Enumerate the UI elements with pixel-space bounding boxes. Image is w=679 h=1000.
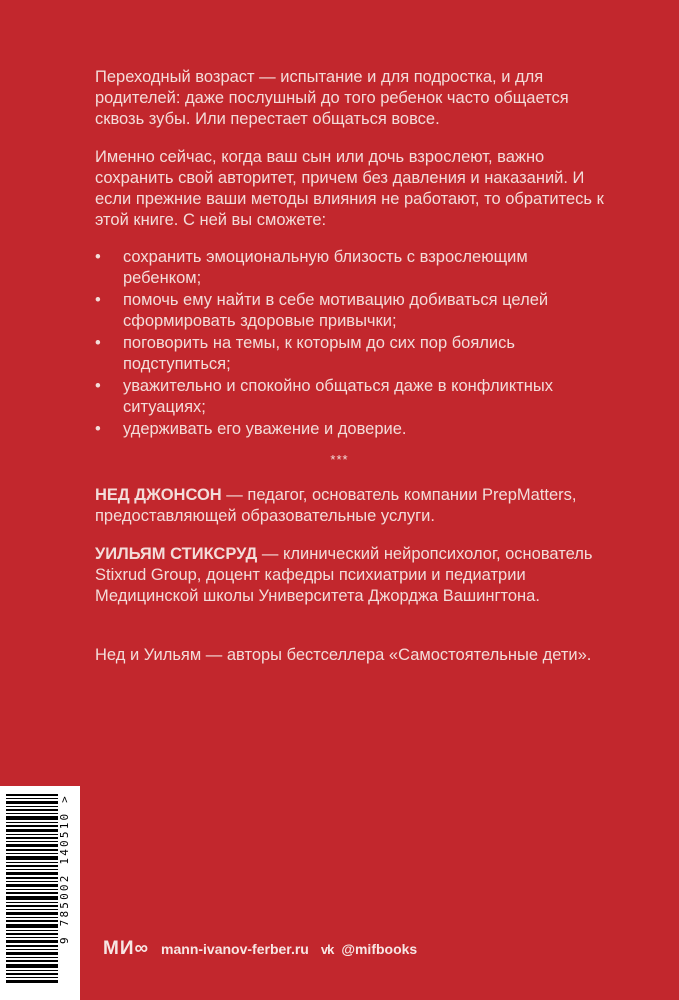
author-description: — педагог, основатель компании PrepMatters, предоставляющей образовательные услуги. (95, 486, 577, 525)
isbn-barcode (0, 786, 80, 1000)
list-item: • помочь ему найти в себе мотивацию добиваться целей сформировать здоровые привычки; (95, 291, 549, 330)
author-name: НЕД ДЖОНСОН (95, 486, 222, 504)
vk-icon[interactable]: vk (320, 941, 334, 957)
list-item: • поговорить на темы, к которым до сих пор боялись подступиться; (95, 334, 515, 373)
isbn-digits: 9 785002 140510 > (58, 794, 71, 944)
list-item: • удерживать его уважение и доверие. (95, 420, 407, 438)
bullet-icon: • (95, 248, 101, 266)
intro-paragraph-2: Именно сейчас, когда ваш сын или дочь взрослеют, важно сохранить свой авторитет, причем без давления и наказаний. И если прежние ваши методы влияния не работают, то обратитесь к этой книге. С ней вы сможете: (95, 148, 604, 229)
benefits-list (95, 247, 595, 441)
bullet-icon: • (95, 377, 101, 395)
bullet-icon: • (95, 420, 101, 438)
section-separator: *** (330, 452, 349, 467)
social-handle-link[interactable]: @mifbooks (341, 941, 418, 957)
publisher-website-link[interactable]: mann-ivanov-ferber.ru (161, 941, 309, 957)
author-name: УИЛЬЯМ СТИКСРУД (95, 545, 258, 563)
author-bio-johnson (95, 485, 615, 527)
bullet-icon: • (95, 334, 101, 352)
closing-paragraph: Нед и Уильям — авторы бестселлера «Самостоятельные дети». (95, 646, 592, 664)
bullet-icon: • (95, 291, 101, 309)
publisher-footer (103, 936, 417, 962)
barcode-bars (6, 794, 58, 989)
publisher-logo: МИ∞ (103, 938, 150, 959)
list-item: • уважительно и спокойно общаться даже в конфликтных ситуациях; (95, 377, 554, 416)
author-bio-stixrud (95, 544, 615, 607)
intro-paragraph-1: Переходный возраст — испытание и для подростка, и для родителей: даже послушный до того ребенок часто общается сквозь зубы. Или перестает общаться вовсе. (95, 68, 569, 128)
list-item: • сохранить эмоциональную близость с взрослеющим ребенком; (95, 248, 528, 287)
author-description: — клинический нейропсихолог, основатель Stixrud Group, доцент кафедры психиатрии и педиатрии Медицинской школы Университета Джорджа Вашингтона. (95, 545, 593, 605)
